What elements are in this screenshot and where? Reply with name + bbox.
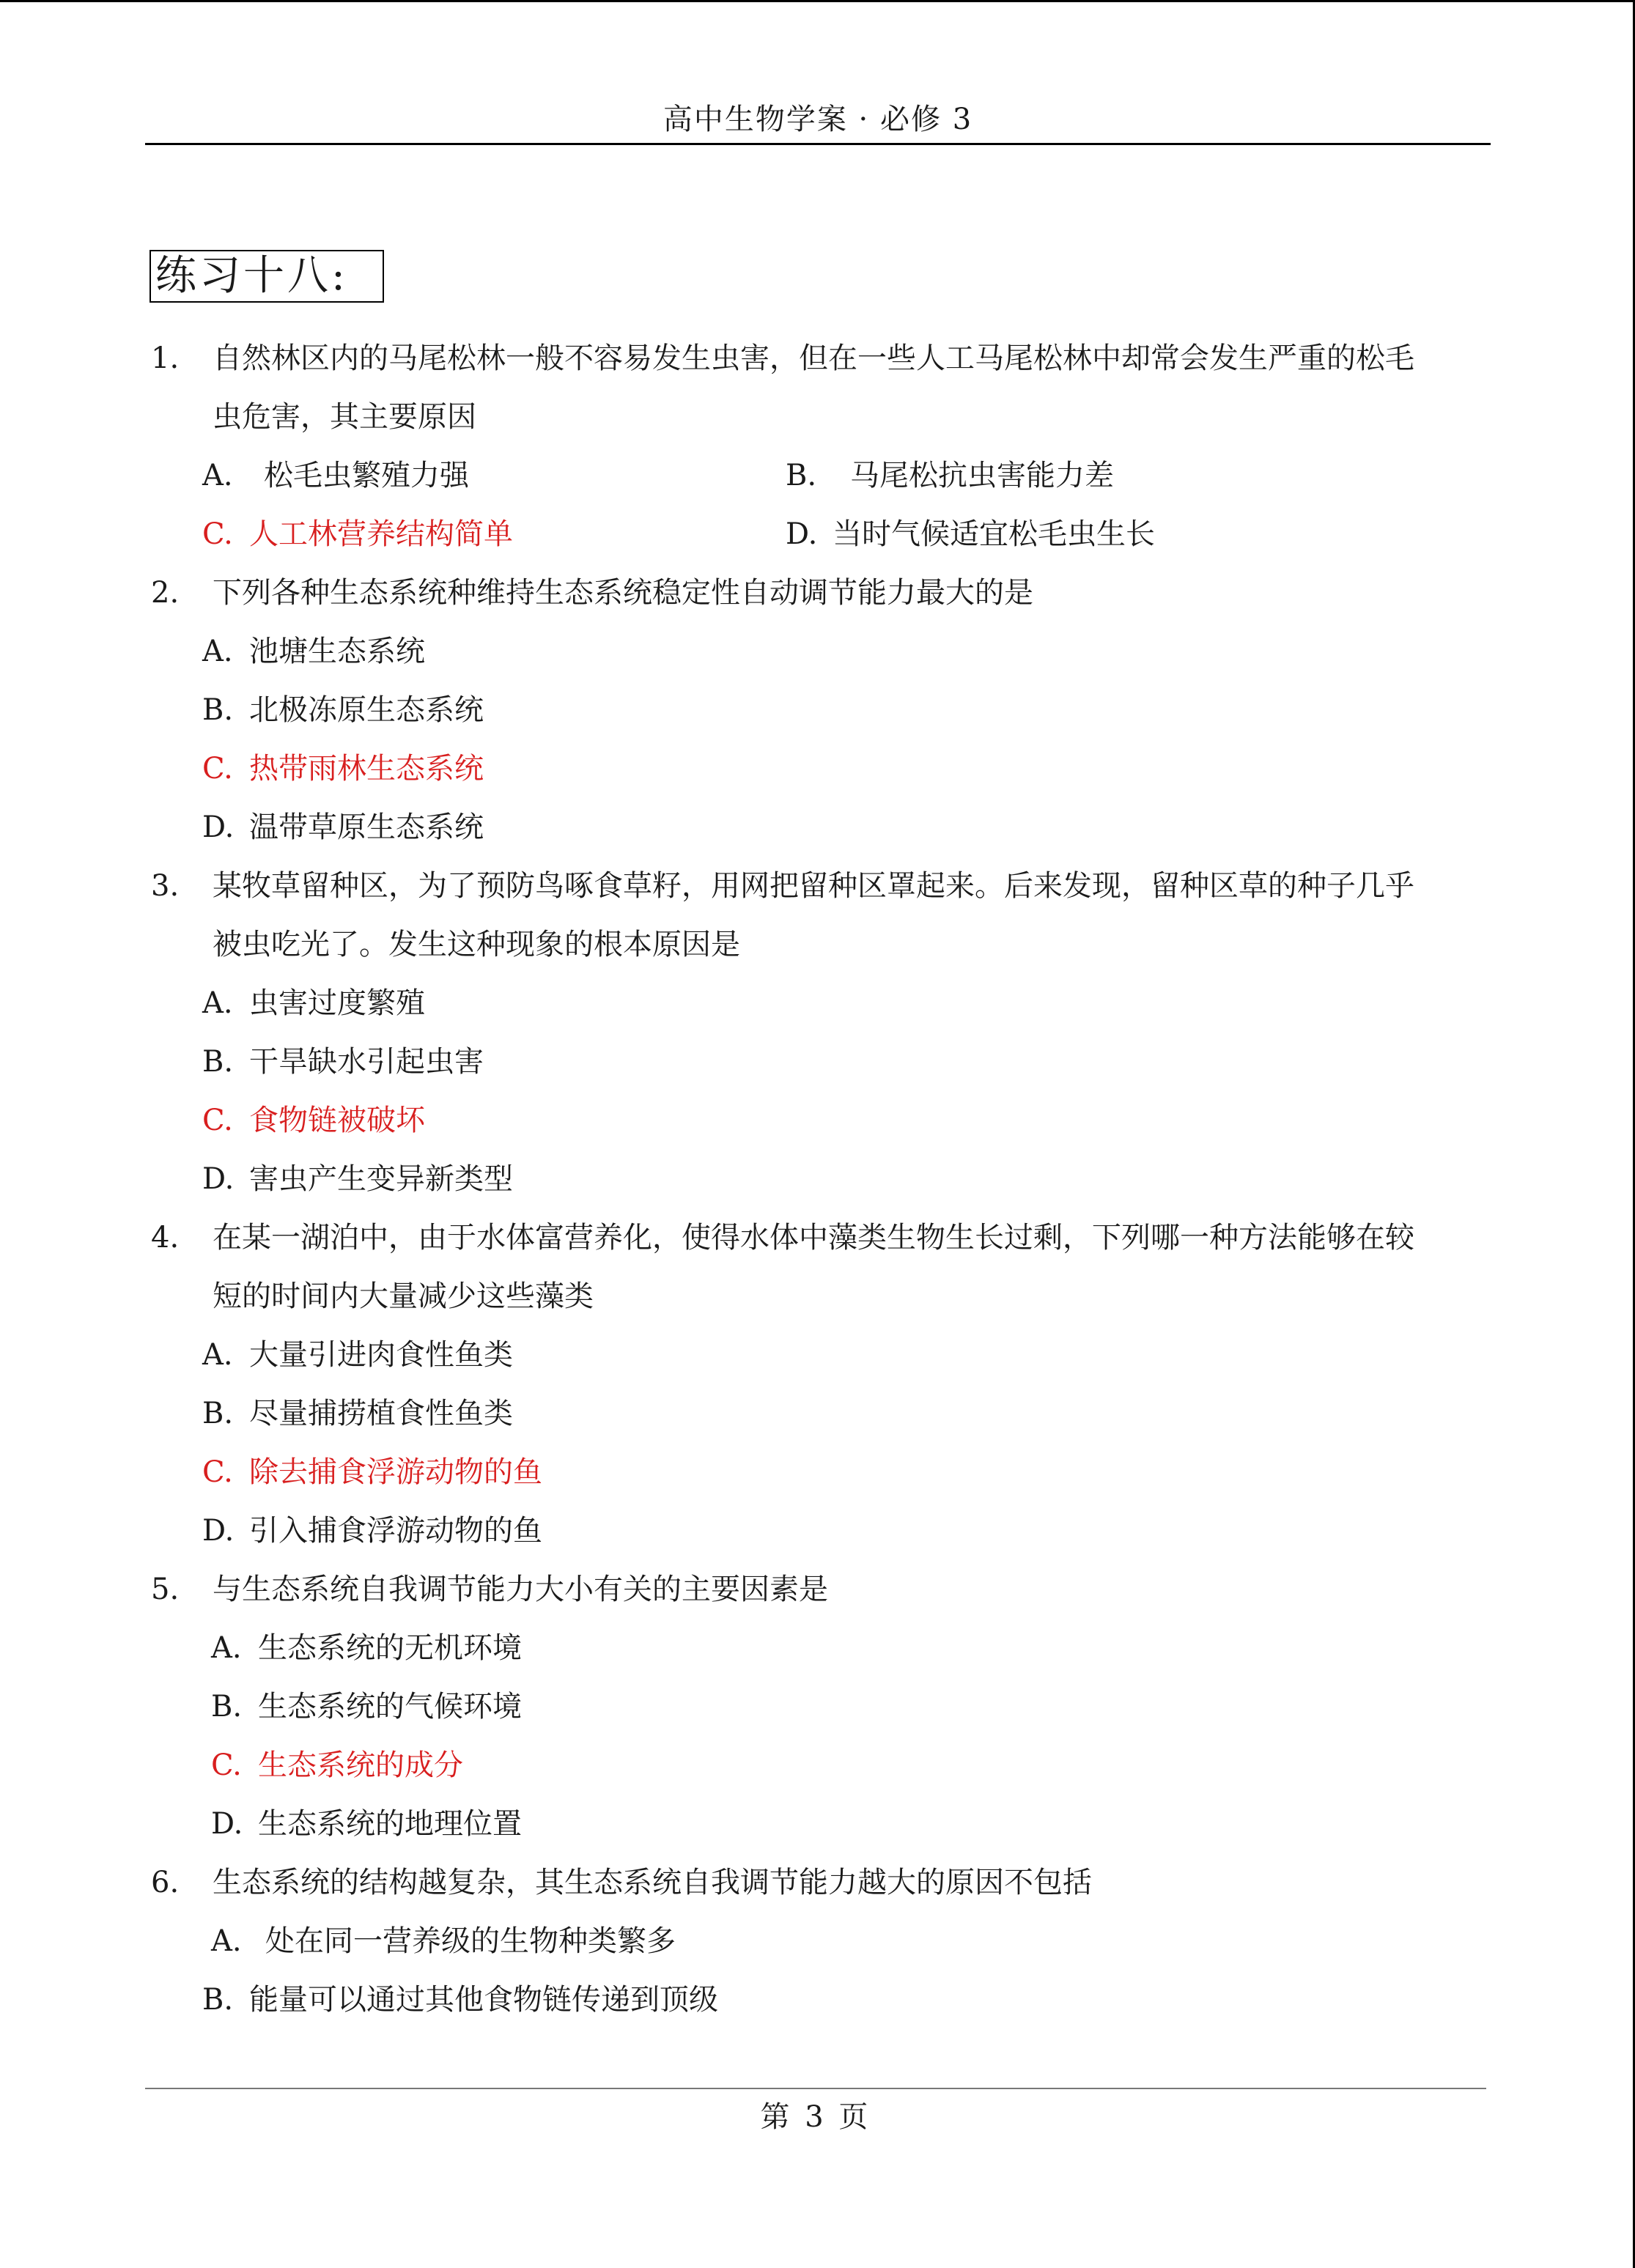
option-text: 虫害过度繁殖 (249, 986, 425, 1020)
option-label: B. (202, 1397, 234, 1430)
option-label-correct: C. (202, 517, 233, 551)
question-number: 5. (151, 1573, 180, 1606)
option-text: 北极冻原生态系统 (249, 693, 484, 727)
question-text: 与生态系统自我调节能力大小有关的主要因素是 (213, 1573, 828, 1606)
page-number: 第 3 页 (760, 2100, 871, 2134)
question-text: 生态系统的结构越复杂，其生态系统自我调节能力越大的原因不包括 (213, 1866, 1092, 1899)
header-rule (145, 143, 1491, 145)
question-number: 4. (151, 1221, 180, 1255)
footer-rule (145, 2088, 1486, 2089)
option-label: B. (202, 693, 234, 727)
question-text: 虫危害，其主要原因 (213, 400, 476, 434)
question-text: 自然林区内的马尾松林一般不容易发生虫害，但在一些人工马尾松林中却常会发生严重的松毛 (213, 341, 1414, 375)
option-text: 生态系统的气候环境 (258, 1690, 522, 1724)
option-text: 食物链被破坏 (249, 1104, 425, 1137)
question-text: 短的时间内大量减少这些藻类 (213, 1279, 594, 1313)
option-label: A. (202, 459, 233, 492)
question-number: 1. (151, 341, 180, 375)
option-label: A. (202, 635, 233, 668)
option-label: C. (211, 1748, 242, 1782)
option-text: 能量可以通过其他食物链传递到顶级 (249, 1983, 718, 2017)
option-label: D. (786, 517, 818, 551)
option-text: 生态系统的无机环境 (258, 1631, 522, 1665)
option-text: 生态系统的地理位置 (258, 1807, 522, 1841)
option-label: C. (202, 1455, 233, 1489)
option-text: 热带雨林生态系统 (249, 752, 484, 786)
option-text: 干旱缺水引起虫害 (249, 1045, 484, 1079)
option-text: 大量引进肉食性鱼类 (249, 1338, 513, 1372)
option-label: D. (202, 1514, 235, 1548)
option-text: 马尾松抗虫害能力差 (850, 459, 1114, 492)
option-text-correct: 人工林营养结构简单 (249, 517, 513, 551)
option-label: A. (211, 1924, 242, 1958)
page-header: 高中生物学案 · 必修 3 (663, 103, 973, 136)
option-label: A. (211, 1631, 242, 1665)
option-label: A. (202, 1338, 233, 1372)
question-text: 被虫吃光了。发生这种现象的根本原因是 (213, 928, 740, 961)
question-text: 下列各种生态系统种维持生态系统稳定性自动调节能力最大的是 (213, 576, 1033, 610)
question-number: 3. (151, 869, 180, 903)
question-text: 某牧草留种区，为了预防鸟啄食草籽，用网把留种区罩起来。后来发现，留种区草的种子几乎 (213, 869, 1414, 903)
option-label: C. (202, 752, 233, 786)
option-label: D. (211, 1807, 243, 1841)
option-text: 尽量捕捞植食性鱼类 (249, 1397, 513, 1430)
option-label: D. (202, 810, 235, 844)
option-text: 除去捕食浮游动物的鱼 (249, 1455, 542, 1489)
option-label: B. (202, 1983, 234, 2017)
option-text: 温带草原生态系统 (249, 810, 484, 844)
option-text: 松毛虫繁殖力强 (264, 459, 469, 492)
option-label: B. (202, 1045, 234, 1079)
question-text: 在某一湖泊中，由于水体富营养化，使得水体中藻类生物生长过剩，下列哪一种方法能够在较 (213, 1221, 1414, 1255)
option-text: 生态系统的成分 (258, 1748, 463, 1782)
option-label: B. (786, 459, 817, 492)
option-label: D. (202, 1162, 235, 1196)
option-label: B. (211, 1690, 243, 1724)
option-text: 当时气候适宜松毛虫生长 (833, 517, 1155, 551)
section-title: 练习十八: (150, 250, 384, 303)
question-number: 6. (151, 1866, 180, 1899)
question-number: 2. (151, 576, 180, 610)
option-text: 处在同一营养级的生物种类繁多 (265, 1924, 676, 1958)
option-label: A. (202, 986, 233, 1020)
option-text: 引入捕食浮游动物的鱼 (249, 1514, 542, 1548)
option-text: 池塘生态系统 (249, 635, 425, 668)
option-text: 害虫产生变异新类型 (249, 1162, 513, 1196)
option-label: C. (202, 1104, 233, 1137)
